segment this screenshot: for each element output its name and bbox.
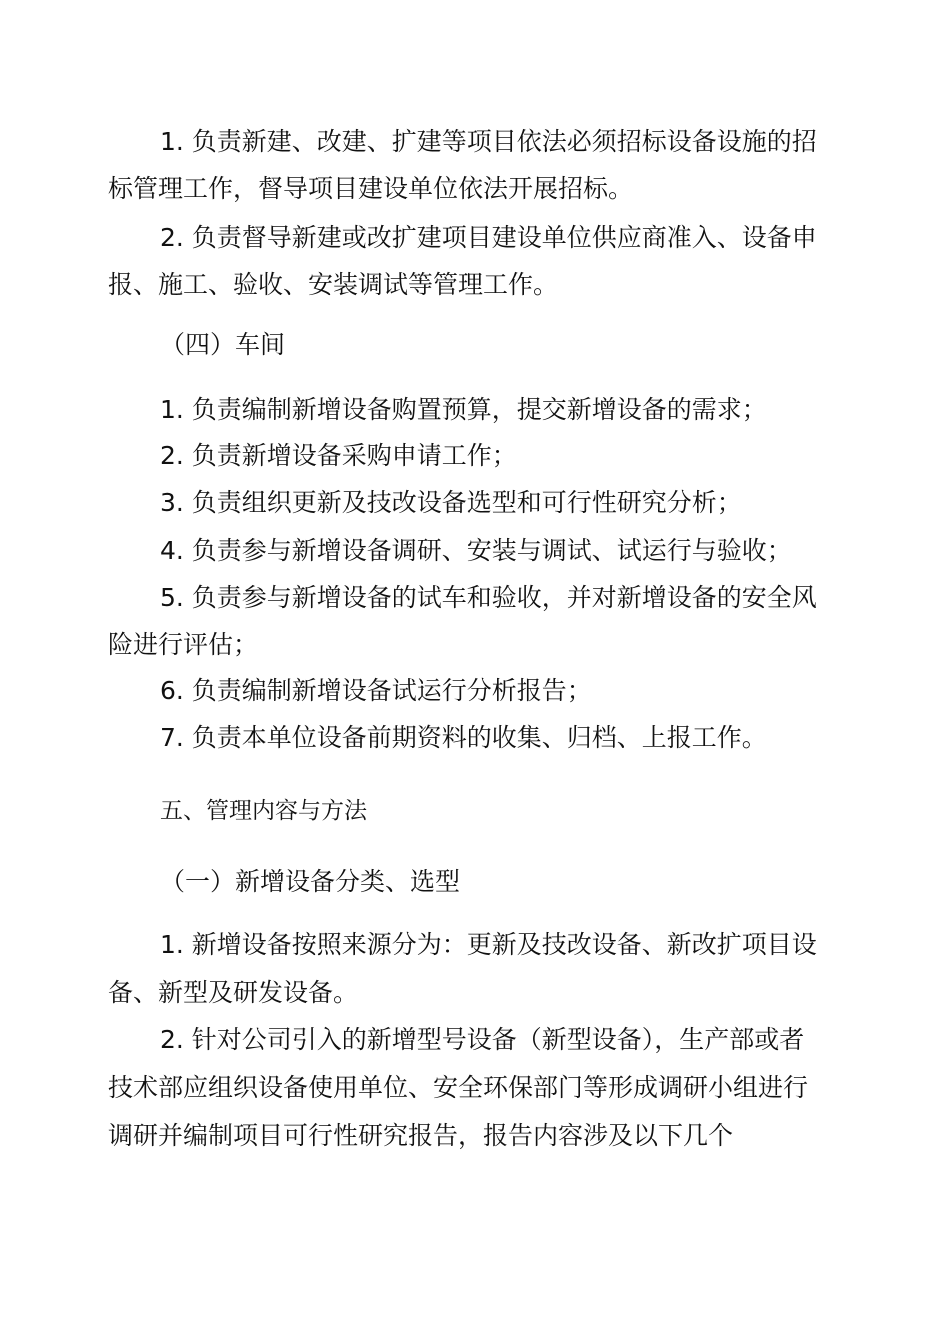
- paragraph-1-line-2: 标管理工作，督导项目建设单位依法开展招标。: [108, 174, 634, 203]
- classification-item-1-line-1: 1. 新增设备按照来源分为：更新及技改设备、新改扩项目设: [160, 930, 817, 959]
- paragraph-1-line-1: 1. 负责新建、改建、扩建等项目依法必须招标设备设施的招: [160, 127, 817, 156]
- paragraph-2-line-2: 报、施工、验收、安装调试等管理工作。: [108, 270, 559, 299]
- workshop-item-4: 4. 负责参与新增设备调研、安装与调试、试运行与验收；: [160, 536, 792, 565]
- subsection-one-heading: （一）新增设备分类、选型: [160, 867, 461, 896]
- classification-item-2-line-2: 技术部应组织设备使用单位、安全环保部门等形成调研小组进行: [108, 1073, 809, 1102]
- paragraph-2-line-1: 2. 负责督导新建或改扩建项目建设单位供应商准入、设备申: [160, 223, 817, 252]
- workshop-item-3: 3. 负责组织更新及技改设备选型和可行性研究分析；: [160, 488, 742, 517]
- workshop-item-2: 2. 负责新增设备采购申请工作；: [160, 441, 517, 470]
- workshop-item-1: 1. 负责编制新增设备购置预算，提交新增设备的需求；: [160, 395, 767, 424]
- workshop-item-6: 6. 负责编制新增设备试运行分析报告；: [160, 676, 592, 705]
- workshop-item-5-line-2: 险进行评估；: [108, 630, 259, 659]
- section-five-heading: 五、管理内容与方法: [160, 798, 367, 824]
- classification-item-2-line-1: 2. 针对公司引入的新增型号设备（新型设备），生产部或者: [160, 1025, 805, 1054]
- section-four-heading: （四）车间: [160, 330, 286, 359]
- classification-item-1-line-2: 备、新型及研发设备。: [108, 978, 359, 1007]
- workshop-item-5-line-1: 5. 负责参与新增设备的试车和验收，并对新增设备的安全风: [160, 583, 817, 612]
- classification-item-2-line-3: 调研并编制项目可行性研究报告，报告内容涉及以下几个: [108, 1121, 734, 1150]
- workshop-item-7: 7. 负责本单位设备前期资料的收集、归档、上报工作。: [160, 723, 767, 752]
